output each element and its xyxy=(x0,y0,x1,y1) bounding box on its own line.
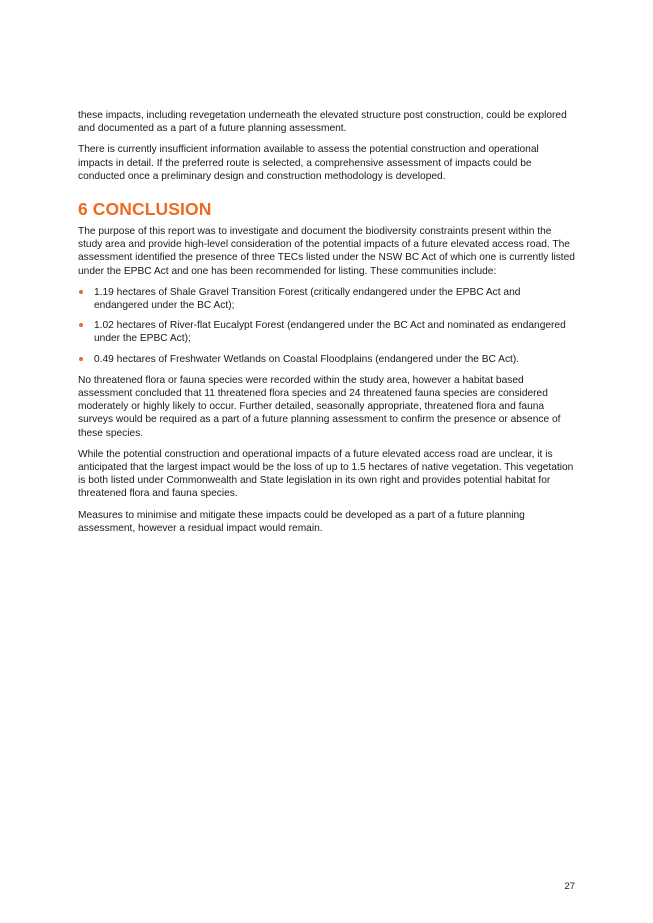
body-paragraph: these impacts, including revegetation underneath the elevated structure post construction, could be explored and documented as a part of a future planning assessment. xyxy=(78,110,567,135)
body-paragraph: No threatened flora or fauna species were recorded within the study area, however a habitat based assessment concluded that 11 threatened flora species and 24 threatened fauna species are considered moderately or highly likely to occur. Further detailed, seasonally appropriate, threatened flora and fauna surveys would be required as a part of a future planning assessment to confirm the presence or absence of these species. xyxy=(78,374,561,439)
list-item xyxy=(78,353,576,366)
body-paragraph: Measures to minimise and mitigate these impacts could be developed as a part of a future planning assessment, however a residual impact would remain. xyxy=(78,509,525,534)
intro-paragraph: The purpose of this report was to investigate and document the biodiversity constraints present within the study area and provide high-level consideration of the potential impacts of a future elevated access road. The assessment identified the presence of three TECs listed under the NSW BC Act of which one is currently listed under the EPBC Act and one has been recommended for listing. These communities include: xyxy=(78,226,575,277)
bullet-icon xyxy=(79,323,83,327)
bullet-list xyxy=(78,286,576,366)
section-heading: 6 CONCLUSION xyxy=(78,199,212,220)
body-paragraph: There is currently insufficient information available to assess the potential construction and operational impacts in detail. If the preferred route is selected, a comprehensive assessment of impacts could be conducted once a preliminary design and construction methodology is developed. xyxy=(78,144,539,182)
list-item-text: 1.19 hectares of Shale Gravel Transition Forest (critically endangered under the EPBC Act and endangered under the BC Act); xyxy=(94,286,521,312)
document-page xyxy=(78,109,576,543)
bullet-icon xyxy=(79,290,83,294)
page-number: 27 xyxy=(564,881,575,892)
list-item xyxy=(78,319,576,345)
list-item-text: 0.49 hectares of Freshwater Wetlands on Coastal Floodplains (endangered under the BC Act). xyxy=(94,353,520,365)
bullet-icon xyxy=(79,357,83,361)
list-item-text: 1.02 hectares of River-flat Eucalypt Forest (endangered under the BC Act and nominated as endangered under the EPBC Act); xyxy=(94,320,566,345)
list-item xyxy=(78,286,576,312)
body-paragraph: While the potential construction and operational impacts of a future elevated access road are unclear, it is anticipated that the largest impact would be the loss of up to 1.5 hectares of native vegetation. This vegetation is both listed under Commonwealth and State legislation in its own right and provides potential habitat for threatened flora and fauna species. xyxy=(78,448,574,500)
